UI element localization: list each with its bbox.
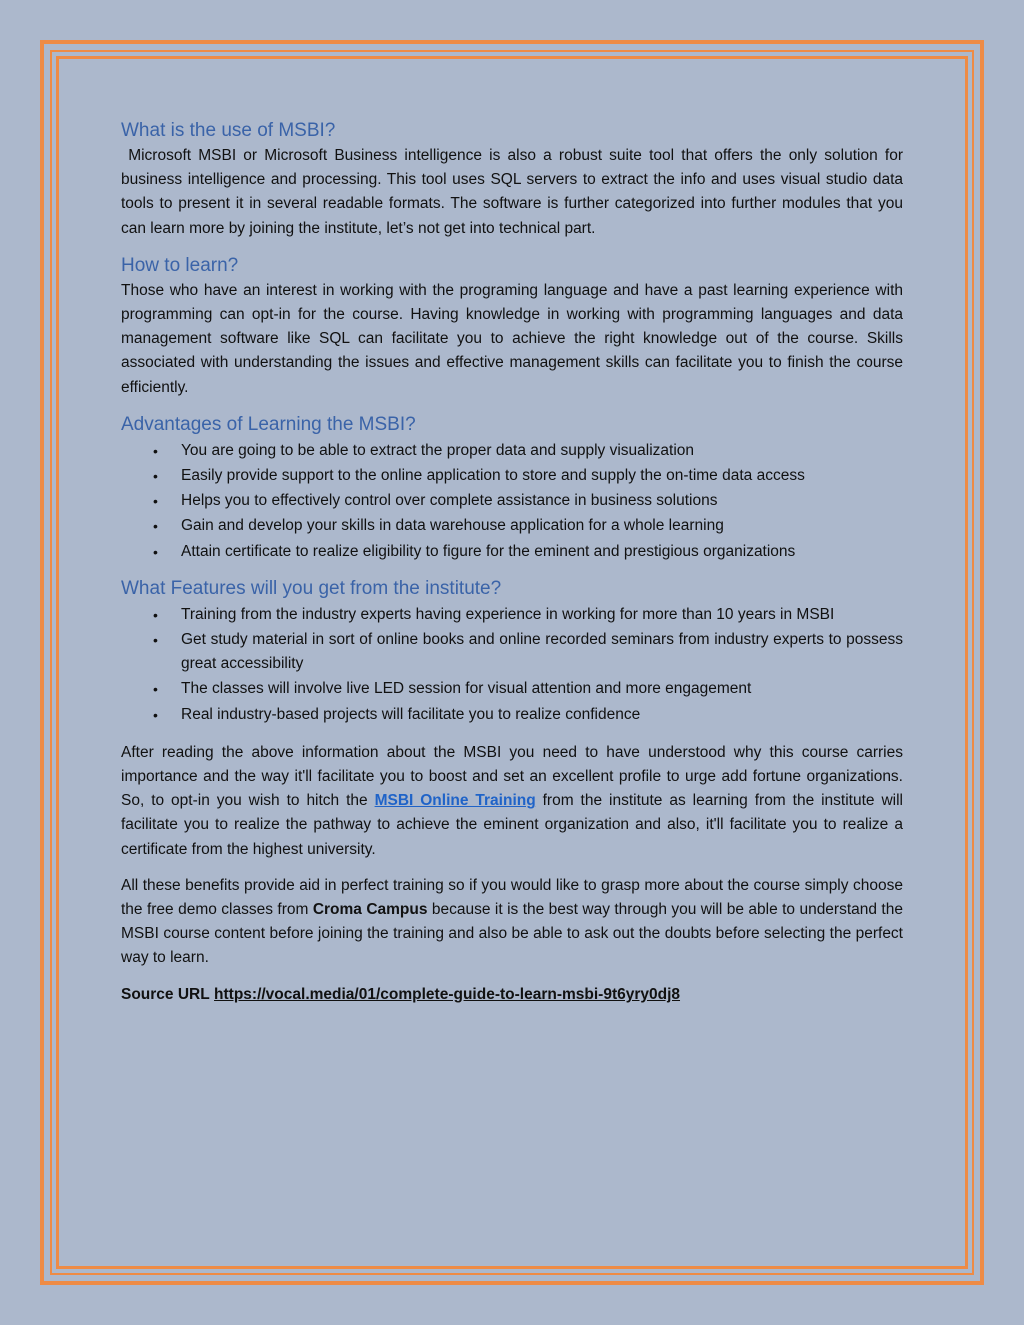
list-item-text: The classes will involve live LED session for visual attention and more engagement	[181, 680, 752, 698]
features-list	[121, 603, 903, 727]
list-item-text: Real industry-based projects will facilitate you to realize confidence	[181, 705, 641, 723]
list-item	[121, 439, 903, 463]
source-url-link[interactable]: https://vocal.media/01/complete-guide-to-learn-msbi-9t6yry0dj8	[214, 985, 681, 1003]
source-line	[121, 983, 903, 1007]
bullet-icon: •	[153, 632, 158, 649]
list-item-text: You are going to be able to extract the proper data and supply visualization	[181, 441, 694, 459]
bullet-icon: •	[153, 706, 158, 723]
list-item	[121, 464, 903, 488]
section-advantages	[121, 412, 903, 564]
bullet-icon: •	[153, 442, 158, 459]
section-paragraph: Those who have an interest in working with the programing language and have a past learning experience with programming can opt-in for the course. Having knowledge in working with programming languages and data management software like SQL can facilitate you to achieve the right knowledge out of the course. Skills associated with understanding the issues and effective management skills can facilitate you to finish the course efficiently.	[121, 281, 903, 396]
section-how-to-learn	[121, 253, 903, 400]
list-item-text: Training from the industry experts having experience in working for more than 10 years in MSBI	[181, 605, 835, 623]
bullet-icon: •	[153, 543, 158, 560]
benefits-paragraph	[121, 874, 903, 971]
bullet-icon: •	[153, 518, 158, 535]
section-heading: How to learn?	[121, 254, 239, 276]
section-benefits	[121, 874, 903, 971]
document-content	[121, 118, 908, 1007]
list-item	[121, 514, 903, 538]
list-item-text: Get study material in sort of online books and online recorded seminars from industry experts to possess great accessibility	[181, 631, 903, 673]
list-item	[121, 703, 903, 727]
section-use-of-msbi	[121, 118, 908, 241]
list-item	[121, 540, 903, 564]
advantages-list	[121, 439, 903, 564]
source-label: Source URL	[121, 985, 210, 1003]
paragraph-text: because it is the best way through you will be able to understand the MSBI course content before joining the training and also be able to ask out the doubts before selecting the perfect way to learn.	[121, 901, 903, 967]
list-item	[121, 489, 903, 513]
list-item	[121, 628, 903, 676]
bullet-icon: •	[153, 681, 158, 698]
list-item-text: Helps you to effectively control over complete assistance in business solutions	[181, 492, 718, 510]
bullet-icon: •	[153, 606, 158, 623]
list-item-text: Gain and develop your skills in data warehouse application for a whole learning	[181, 517, 724, 535]
list-item	[121, 603, 903, 627]
section-conclusion	[121, 741, 903, 862]
msbi-online-training-link[interactable]: MSBI Online Training	[374, 792, 536, 810]
list-item-text: Easily provide support to the online application to store and supply the on-time data access	[181, 467, 805, 485]
section-features	[121, 576, 903, 727]
bullet-icon: •	[153, 468, 158, 485]
bullet-icon: •	[153, 493, 158, 510]
section-heading: What Features will you get from the institute?	[121, 577, 502, 599]
conclusion-paragraph	[121, 741, 903, 862]
list-item	[121, 677, 903, 701]
section-heading: Advantages of Learning the MSBI?	[121, 413, 416, 435]
section-paragraph: Microsoft MSBI or Microsoft Business intelligence is also a robust suite tool that offers the only solution for business intelligence and processing. This tool uses SQL servers to extract the info and uses visual studio data tools to present it in several readable formats. The software is further categorized into further modules that you can learn more by joining the institute, let’s not get into technical part.	[121, 147, 908, 237]
paragraph-text: After reading the above information about the MSBI you need to have understood why this course carries importance and the way it'll facilitate you to boost and set an excellent profile to urge add fortune organizations. So, to opt-in you wish to hitch the	[121, 743, 903, 810]
section-heading: What is the use of MSBI?	[121, 120, 336, 141]
croma-campus-name: Croma Campus	[312, 901, 428, 919]
list-item-text: Attain certificate to realize eligibility to figure for the eminent and prestigious organizations	[181, 542, 796, 560]
paragraph-text: All these benefits provide aid in perfect training so if you would like to grasp more about the course simply choose the free demo classes from	[121, 876, 903, 919]
paragraph-text: from the institute as learning from the institute will facilitate you to realize the pathway to achieve the eminent organization and also, it'll facilitate you to realize a certificate from the highest university.	[121, 792, 903, 858]
